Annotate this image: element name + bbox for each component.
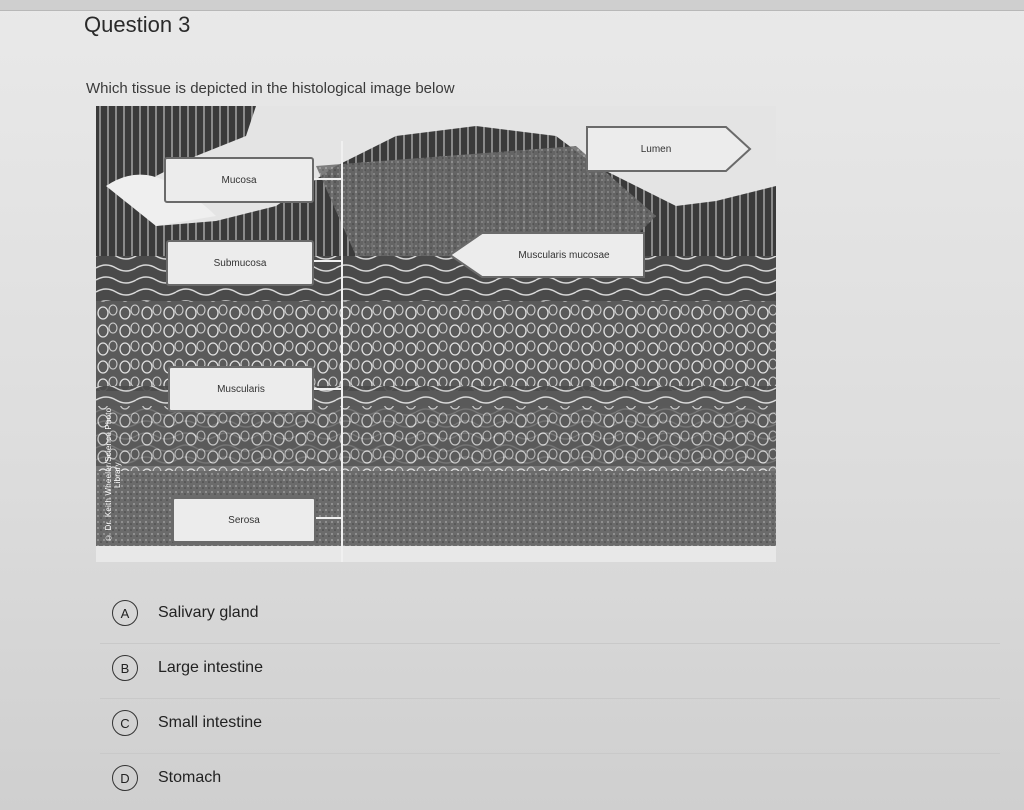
option-d-text[interactable]: Stomach <box>158 769 222 786</box>
option-c-radio[interactable]: C <box>112 710 138 736</box>
option-d[interactable] <box>112 756 992 800</box>
label-muscularis: Muscularis <box>168 366 314 412</box>
label-serosa: Serosa <box>172 497 316 543</box>
question-title: Question 3 <box>84 12 191 37</box>
option-divider <box>100 753 1000 754</box>
label-muscularis-mucosae-text: Muscularis mucosae <box>518 249 610 261</box>
question-text: Which tissue is depicted in the histological image below <box>86 80 455 97</box>
label-mucosa: Mucosa <box>164 157 314 203</box>
option-d-radio[interactable]: D <box>112 765 138 791</box>
label-submucosa: Submucosa <box>166 240 314 286</box>
label-muscularis-mucosae <box>448 232 646 278</box>
option-divider <box>100 698 1000 699</box>
label-lumen-text: Lumen <box>640 143 672 155</box>
option-a-radio[interactable]: A <box>112 600 138 626</box>
option-b-radio[interactable]: B <box>112 655 138 681</box>
option-c-text[interactable]: Small intestine <box>158 714 263 731</box>
option-c[interactable] <box>112 701 992 745</box>
option-a-text[interactable]: Salivary gland <box>158 604 259 621</box>
label-lumen <box>586 126 752 172</box>
option-b[interactable] <box>112 646 992 690</box>
option-a[interactable] <box>112 591 992 635</box>
photo-credit: © Dr. Keith Wheeler/Science Photo Library <box>104 407 122 543</box>
option-b-text[interactable]: Large intestine <box>158 659 263 676</box>
top-bar <box>0 0 1024 11</box>
option-divider <box>100 643 1000 644</box>
